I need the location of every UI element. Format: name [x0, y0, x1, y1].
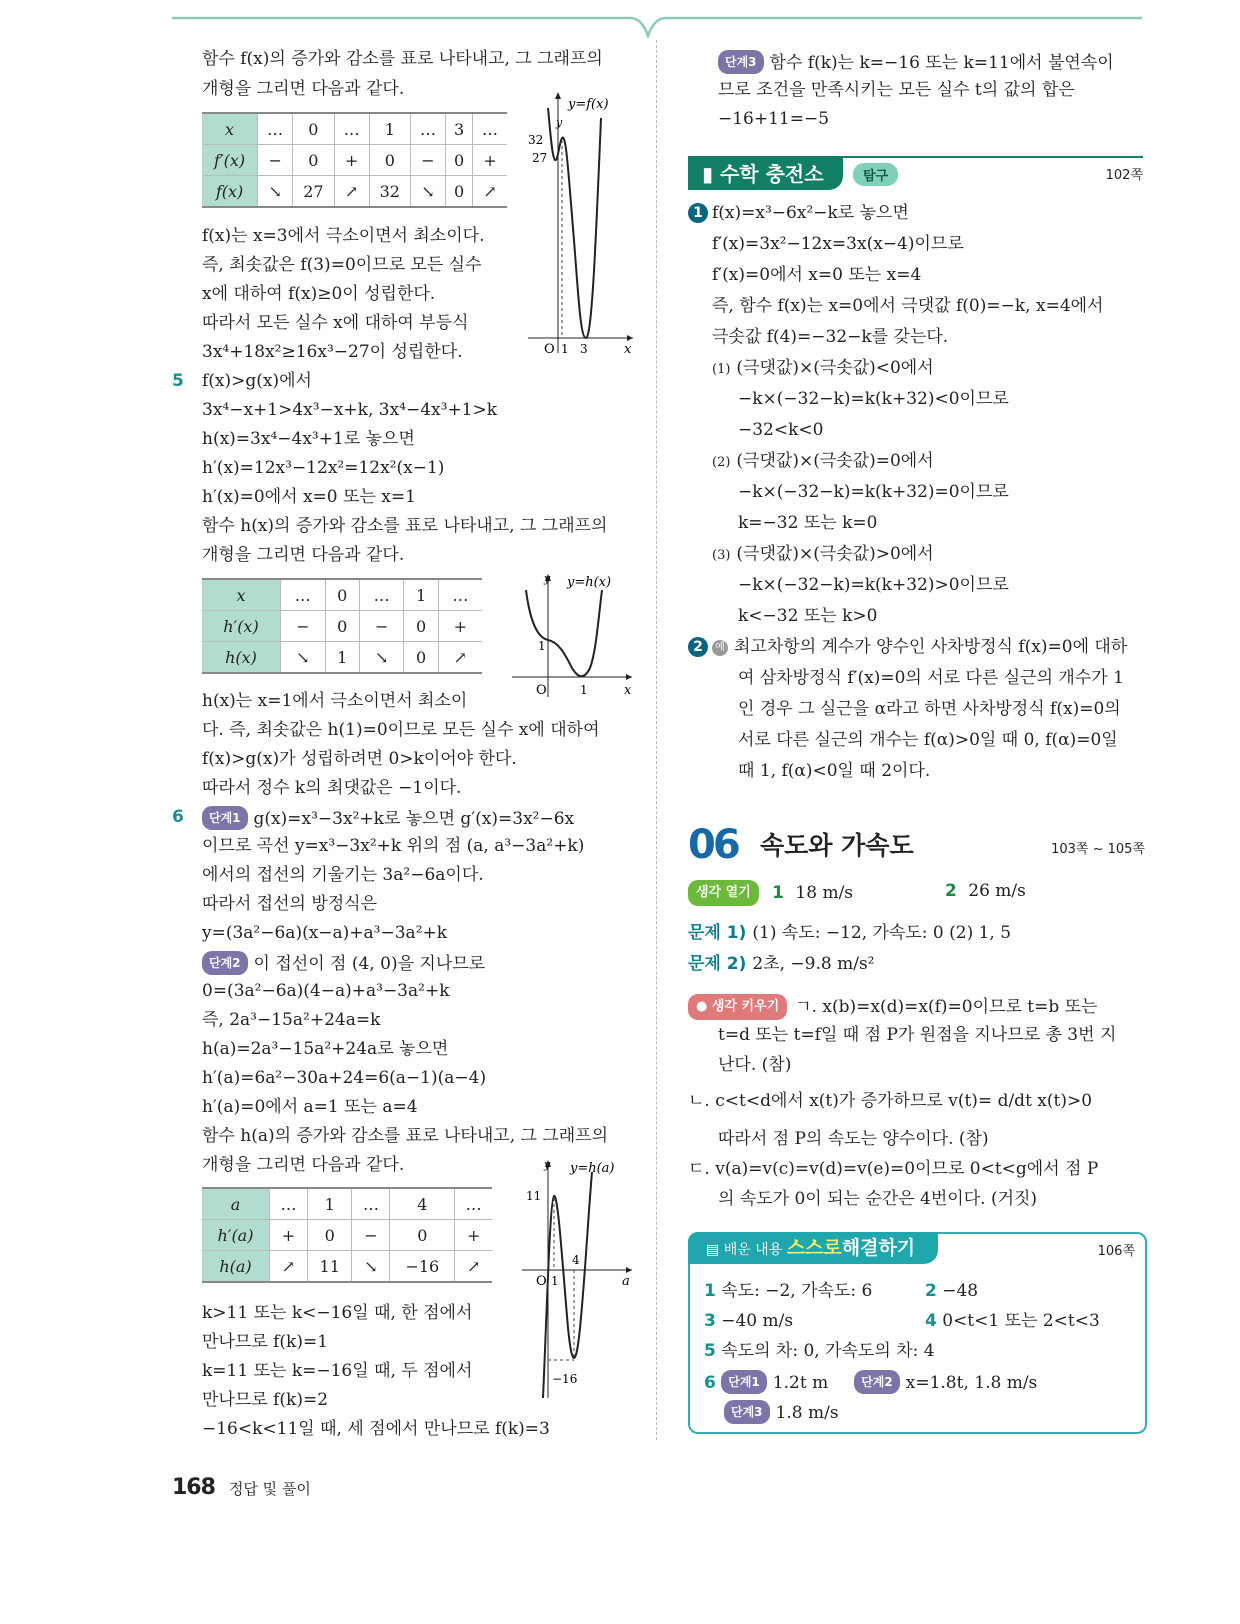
paragraph: x에 대하여 f(x)≥0이 성립한다. [202, 284, 436, 304]
section-tag: 탐구 [853, 163, 898, 186]
svg-text:1: 1 [580, 683, 588, 697]
paragraph: −16+11=−5 [718, 109, 830, 129]
paragraph: −32<k<0 [738, 420, 824, 440]
variation-table-h: x … 0 … 1 … h′(x) − 0 − 0 + h(x) ↘ 1 ↘ 0 ↗ [202, 578, 482, 674]
svg-text:1: 1 [538, 639, 546, 653]
graph-h-x [512, 572, 637, 707]
step-badge: 단계3 [718, 50, 764, 74]
svg-text:y=h(x): y=h(x) [567, 575, 612, 590]
paragraph: 따라서 점 P의 속도는 양수이다. (참) [718, 1129, 989, 1149]
document-icon: ▤ [706, 1242, 724, 1258]
section-title: 수학 충전소 [719, 162, 824, 186]
paragraph: f′(x)=0에서 x=0 또는 x=4 [712, 265, 922, 285]
question-number: 5 [172, 371, 184, 391]
tag-grow: ● 생각 키우기 [688, 994, 787, 1020]
paragraph: 개형을 그리면 다음과 같다. [202, 79, 405, 99]
paragraph: 단계1 g(x)=x³−3x²+k로 놓으면 g′(x)=3x²−6x [202, 806, 574, 830]
paragraph: −16<k<11일 때, 세 점에서 만나므로 f(k)=3 [202, 1419, 550, 1439]
list-item: 1 f(x)=x³−6x²−k로 놓으면 [688, 202, 909, 224]
paragraph: 므로 조건을 만족시키는 모든 실수 t의 값의 합은 [718, 80, 1075, 100]
svg-text:y=f(x): y=f(x) [568, 97, 609, 112]
svg-text:x: x [624, 342, 632, 357]
graph-f [528, 88, 638, 358]
footer-label: 정답 및 풀이 [228, 1480, 311, 1498]
tag-open: 생각 열기 [688, 880, 759, 906]
variation-table-f: x … 0 … 1 … 3 … f′(x) − 0 + 0 − 0 + f(x) ↘ 27 ↗ 32 ↘ 0 ↗ [202, 112, 507, 208]
paragraph: 단계2 이 접선이 점 (4, 0)을 지나므로 [202, 951, 485, 975]
paragraph: −k×(−32−k)=k(k+32)=0이므로 [738, 482, 1009, 502]
svg-text:x: x [624, 683, 632, 698]
paragraph: 3x⁴+18x²≥16x³−27이 성립한다. [202, 342, 463, 362]
svg-text:27: 27 [532, 151, 548, 165]
chapter-pages: 103쪽 ~ 105쪽 [1051, 842, 1145, 857]
paragraph: h(x)=3x⁴−4x³+1로 놓으면 [202, 429, 415, 449]
paragraph: 함수 h(a)의 증가와 감소를 표로 나타내고, 그 그래프의 [202, 1126, 609, 1146]
graph-h-a [522, 1158, 640, 1408]
paragraph: 만나므로 f(k)=2 [202, 1390, 329, 1410]
example-marker: 예 [712, 640, 728, 656]
svg-text:11: 11 [526, 1189, 542, 1203]
svg-text:3: 3 [580, 342, 588, 356]
lightbulb-icon: ● [696, 999, 708, 1014]
paragraph: h(a)=2a³−15a²+24a로 놓으면 [202, 1039, 449, 1059]
paragraph: 개형을 그리면 다음과 같다. [202, 545, 405, 565]
paragraph: 즉, 최솟값은 f(3)=0이므로 모든 실수 [202, 255, 482, 275]
case-item: (1) (극댓값)×(극솟값)<0에서 [712, 358, 934, 378]
step-badge: 단계2 [202, 951, 248, 975]
open-answer-2: 2 26 m/s [945, 881, 1026, 901]
paragraph: 다. 즉, 최솟값은 h(1)=0이므로 모든 실수 x에 대하여 [202, 720, 600, 740]
paragraph: 난다. (참) [718, 1055, 792, 1075]
svg-text:1: 1 [551, 1274, 559, 1288]
svg-text:y: y [544, 572, 551, 585]
paragraph: 3x⁴−x+1>4x³−x+k, 3x⁴−4x³+1>k [202, 400, 498, 420]
svg-text:O: O [544, 342, 555, 357]
paragraph: f(x)>g(x)가 성립하려면 0>k이어야 한다. [202, 749, 517, 769]
paragraph: h′(x)=0에서 x=0 또는 x=1 [202, 487, 416, 507]
paragraph: 함수 f(x)의 증가와 감소를 표로 나타내고, 그 그래프의 [202, 49, 603, 69]
case-item: (2) (극댓값)×(극솟값)=0에서 [712, 451, 934, 471]
grow-item: ● 생각 키우기 ㄱ. x(b)=x(d)=x(f)=0이므로 t=b 또는 [688, 994, 1097, 1020]
answer-item: 6 단계1 1.2t m 단계2 x=1.8t, 1.8 m/s [704, 1370, 1037, 1394]
question-number: 6 [172, 807, 184, 827]
chapter-number: 06 [688, 822, 738, 868]
page-reference: 106쪽 [1097, 1244, 1135, 1259]
paragraph: 개형을 그리면 다음과 같다. [202, 1155, 405, 1175]
svg-text:y=h(a): y=h(a) [570, 1161, 615, 1176]
number-marker: 1 [688, 203, 708, 223]
paragraph: 의 속도가 0이 되는 순간은 4번이다. (거짓) [718, 1189, 1038, 1209]
answer-item: 단계3 1.8 m/s [724, 1400, 839, 1424]
header-divider [172, 8, 1142, 38]
section-header-math-station [688, 156, 1143, 190]
self-solve-tab: ▤ 배운 내용 스스로해결하기 [688, 1232, 938, 1264]
svg-text:O: O [536, 683, 547, 698]
svg-text:4: 4 [572, 1253, 580, 1267]
paragraph: 이므로 곡선 y=x³−3x²+k 위의 점 (a, a³−3a²+k) [202, 836, 585, 856]
paragraph: t=d 또는 t=f일 때 점 P가 원점을 지나므로 총 3번 지 [718, 1025, 1117, 1045]
paragraph: k=−32 또는 k=0 [738, 513, 878, 533]
step-badge: 단계1 [202, 806, 248, 830]
paragraph: f(x)는 x=3에서 극소이면서 최소이다. [202, 226, 485, 246]
paragraph: 때 1, f(α)<0일 때 2이다. [738, 761, 931, 781]
number-marker: 2 [688, 637, 708, 657]
paragraph: 만나므로 f(k)=1 [202, 1332, 329, 1352]
paragraph: 함수 h(x)의 증가와 감소를 표로 나타내고, 그 그래프의 [202, 516, 608, 536]
paragraph: h′(a)=0에서 a=1 또는 a=4 [202, 1097, 418, 1117]
page-footer [172, 1475, 311, 1500]
page-number: 168 [172, 1475, 215, 1500]
book-icon: ▮ [702, 162, 720, 186]
answer-item: 5 속도의 차: 0, 가속도의 차: 4 [704, 1341, 935, 1361]
paragraph: h(x)는 x=1에서 극소이면서 최소이 [202, 691, 468, 711]
paragraph: h′(x)=12x³−12x²=12x²(x−1) [202, 458, 445, 478]
answer-item: 4 0<t<1 또는 2<t<3 [925, 1311, 1100, 1331]
paragraph: 따라서 정수 k의 최댓값은 −1이다. [202, 778, 462, 798]
problem-answer: 문제 1) (1) 속도: −12, 가속도: 0 (2) 1, 5 [688, 923, 1012, 943]
paragraph: h′(a)=6a²−30a+24=6(a−1)(a−4) [202, 1068, 487, 1088]
page-reference: 102쪽 [1105, 168, 1143, 183]
answer-item: 1 속도: −2, 가속도: 6 [704, 1281, 873, 1301]
paragraph: −k×(−32−k)=k(k+32)<0이므로 [738, 389, 1009, 409]
paragraph: k<−32 또는 k>0 [738, 606, 878, 626]
paragraph: 에서의 접선의 기울기는 3a²−6a이다. [202, 865, 484, 885]
chapter-title: 속도와 가속도 [760, 831, 914, 860]
list-item: 2 예 최고차항의 계수가 양수인 사차방정식 f(x)=0에 대하 [688, 636, 1127, 658]
paragraph: −k×(−32−k)=k(k+32)>0이므로 [738, 575, 1009, 595]
paragraph: ㄴ. c<t<d에서 x(t)가 증가하므로 v(t)= d/dt x(t)>0 [688, 1091, 1093, 1111]
paragraph: 여 삼차방정식 f′(x)=0의 서로 다른 실근의 개수가 1 [738, 668, 1124, 688]
answer-item: 3 −40 m/s [704, 1311, 794, 1331]
paragraph: 단계3 함수 f(k)는 k=−16 또는 k=11에서 불연속이 [718, 50, 1114, 74]
paragraph: y=(3a²−6a)(x−a)+a³−3a²+k [202, 923, 448, 943]
answer-item: 2 −48 [925, 1281, 979, 1301]
paragraph: 즉, 함수 f(x)는 x=0에서 극댓값 f(0)=−k, x=4에서 [712, 296, 1104, 316]
svg-text:O: O [536, 1274, 547, 1289]
case-item: (3) (극댓값)×(극솟값)>0에서 [712, 544, 934, 564]
svg-text:32: 32 [528, 133, 544, 147]
paragraph: 서로 다른 실근의 개수는 f(α)>0일 때 0, f(α)=0일 [738, 730, 1118, 750]
svg-text:1: 1 [561, 342, 569, 356]
paragraph: k>11 또는 k<−16일 때, 한 점에서 [202, 1303, 473, 1323]
self-solve-box [688, 1232, 1147, 1434]
svg-text:y: y [544, 1158, 551, 1171]
open-answers: 생각 열기 1 18 m/s [688, 880, 853, 906]
paragraph: 따라서 모든 실수 x에 대하여 부등식 [202, 313, 469, 333]
svg-text:a: a [622, 1274, 630, 1289]
paragraph: 즉, 2a³−15a²+24a=k [202, 1010, 381, 1030]
column-divider [656, 40, 657, 1440]
paragraph: f′(x)=3x²−12x=3x(x−4)이므로 [712, 234, 964, 254]
svg-text:y: y [556, 116, 563, 129]
paragraph: 극솟값 f(4)=−32−k를 갖는다. [712, 327, 949, 347]
paragraph: 0=(3a²−6a)(4−a)+a³−3a²+k [202, 981, 450, 1001]
paragraph: 따라서 접선의 방정식은 [202, 894, 378, 914]
paragraph: ㄷ. v(a)=v(c)=v(d)=v(e)=0이므로 0<t<g에서 점 P [688, 1159, 1099, 1179]
paragraph: f(x)>g(x)에서 [202, 371, 312, 391]
svg-text:−16: −16 [552, 1372, 578, 1386]
problem-answer: 문제 2) 2초, −9.8 m/s² [688, 954, 875, 974]
paragraph: 인 경우 그 실근을 α라고 하면 사차방정식 f(x)=0의 [738, 699, 1121, 719]
variation-table-ha: a … 1 … 4 … h′(a) + 0 − 0 + h(a) ↗ 11 ↘ −16 ↗ [202, 1187, 492, 1283]
paragraph: k=11 또는 k=−16일 때, 두 점에서 [202, 1361, 473, 1381]
